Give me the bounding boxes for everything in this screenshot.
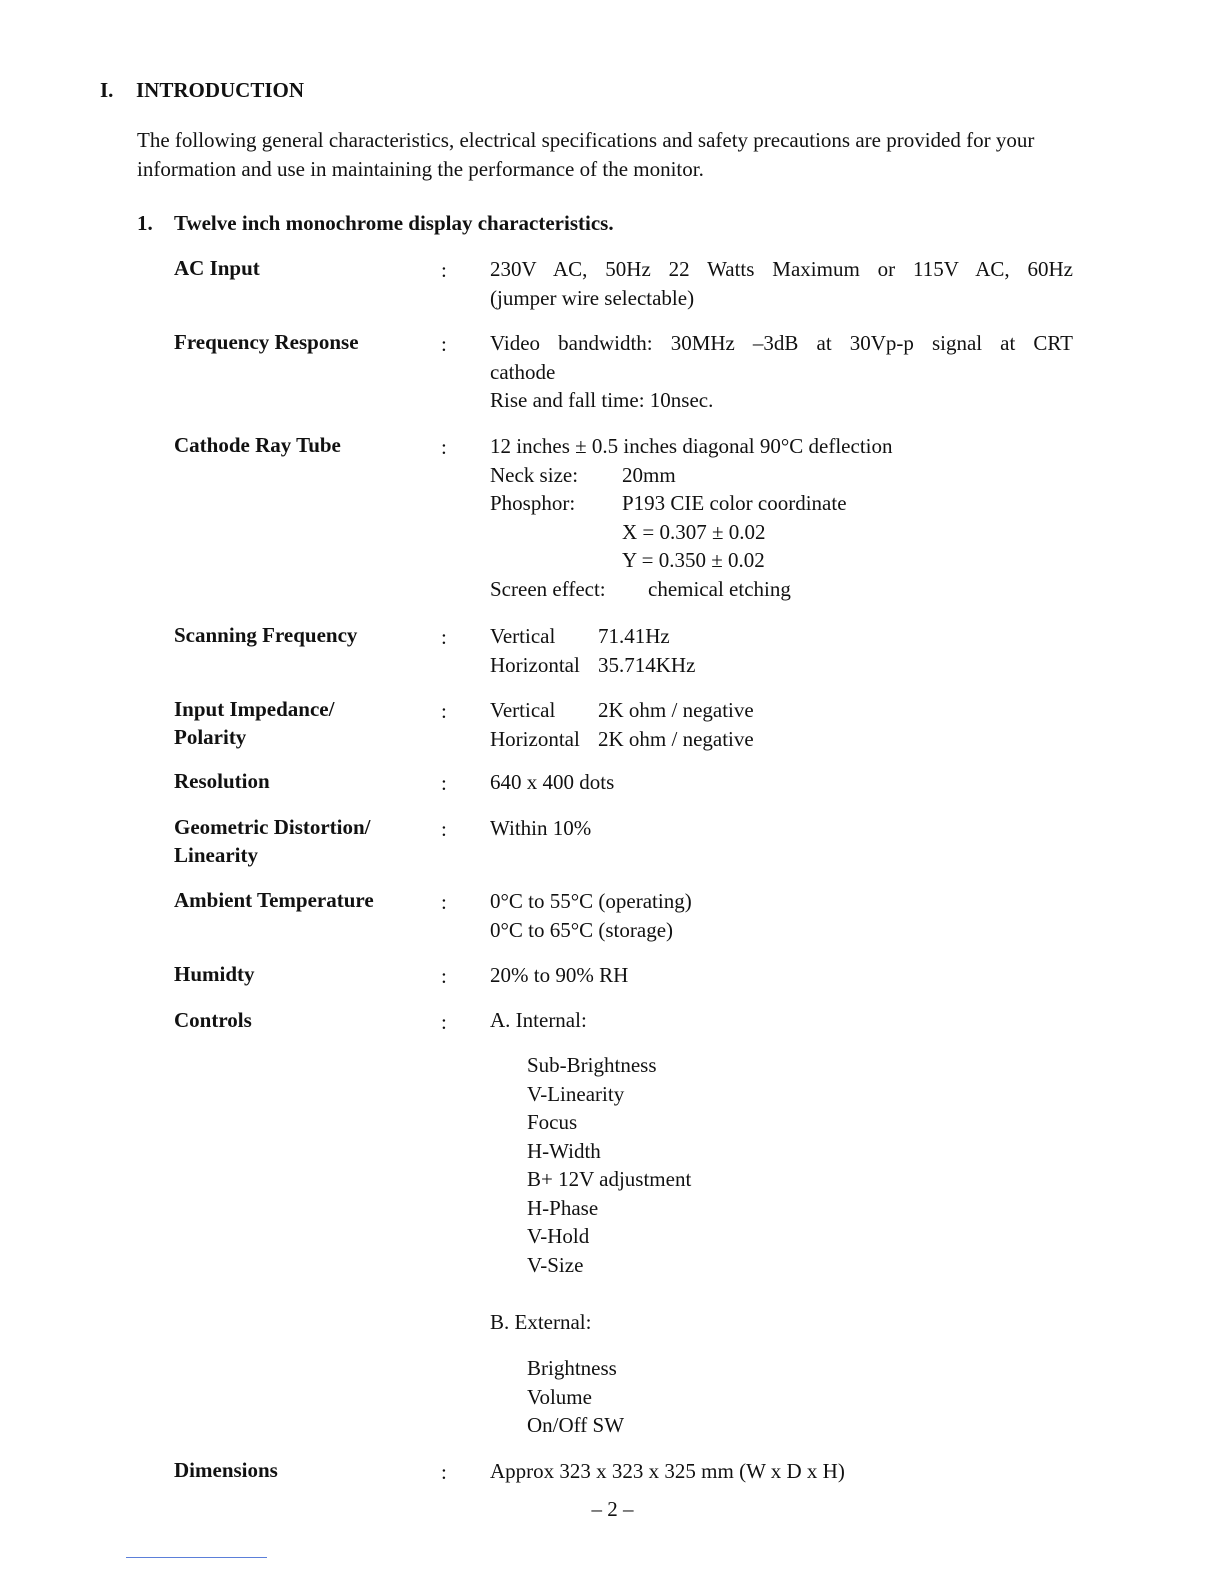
- geometric-distortion-label-line: Geometric Distortion/: [174, 815, 371, 839]
- scan-vertical-value: 71.41Hz: [598, 624, 670, 648]
- divider: [126, 1557, 267, 1558]
- phosphor-value: P193 CIE color coordinate: [622, 491, 847, 515]
- phosphor-y-coordinate: Y = 0.350 ± 0.02: [622, 548, 765, 572]
- controls-label: Controls: [174, 1008, 252, 1032]
- subsection-number: 1.: [137, 211, 153, 235]
- controls-external-heading: B. External:: [490, 1310, 592, 1334]
- ambient-temperature-value: [490, 887, 692, 944]
- list-item: V-Linearity: [527, 1081, 625, 1106]
- scan-horizontal-label: Horizontal: [490, 652, 580, 677]
- impedance-horizontal-value: 2K ohm / negative: [598, 726, 754, 751]
- controls-external-list: [527, 1354, 624, 1440]
- controls-internal-heading: A. Internal:: [490, 1008, 587, 1032]
- screen-effect-value: chemical etching: [648, 576, 791, 601]
- list-item: Focus: [527, 1110, 578, 1134]
- crt-neck-row: [490, 461, 893, 490]
- resolution-value: 640 x 400 dots: [490, 770, 615, 794]
- colon: :: [441, 771, 447, 795]
- impedance-vertical-value: 2K ohm / negative: [598, 698, 754, 722]
- frequency-response-value: [490, 329, 1073, 415]
- crt-value: [490, 432, 893, 603]
- geometric-distortion-value: Within 10%: [490, 816, 592, 840]
- phosphor-x-coordinate: X = 0.307 ± 0.02: [622, 519, 766, 544]
- scan-vertical-row: [490, 622, 695, 651]
- crt-label: Cathode Ray Tube: [174, 433, 341, 457]
- section-title: INTRODUCTION: [136, 78, 305, 102]
- humidity-value: 20% to 90% RH: [490, 963, 629, 987]
- temperature-storage: 0°C to 65°C (storage): [490, 917, 674, 942]
- frequency-response-label: Frequency Response: [174, 330, 359, 354]
- ambient-temperature-label: Ambient Temperature: [174, 888, 374, 912]
- impedance-vertical-label: Vertical: [490, 698, 556, 722]
- crt-diagonal: 12 inches ± 0.5 inches diagonal 90°C deflection: [490, 434, 893, 458]
- colon: :: [441, 435, 447, 459]
- dimensions-value: Approx 323 x 323 x 325 mm (W x D x H): [490, 1459, 845, 1483]
- crt-phosphor-row: [490, 489, 893, 518]
- list-item: Volume: [527, 1384, 592, 1409]
- colon: :: [441, 1460, 447, 1484]
- input-impedance-label: [174, 695, 334, 751]
- list-item: On/Off SW: [527, 1413, 625, 1437]
- frequency-response-line: Rise and fall time: 10nsec.: [490, 388, 714, 412]
- temperature-operating: 0°C to 55°C (operating): [490, 889, 692, 913]
- geometric-distortion-label: [174, 813, 371, 869]
- ac-input-label: AC Input: [174, 256, 260, 280]
- resolution-label: Resolution: [174, 769, 270, 793]
- impedance-horizontal-row: [490, 725, 754, 754]
- ac-input-line: (jumper wire selectable): [490, 285, 695, 310]
- list-item: B+ 12V adjustment: [527, 1167, 692, 1191]
- subsection-title: Twelve inch monochrome display characteristics.: [174, 211, 614, 235]
- humidity-label: Humidty: [174, 962, 255, 986]
- colon: :: [441, 332, 447, 356]
- page-number: – 2 –: [591, 1497, 634, 1521]
- scan-vertical-label: Vertical: [490, 624, 556, 648]
- section-heading: [100, 78, 304, 103]
- scan-horizontal-row: [490, 651, 695, 680]
- scanning-frequency-value: [490, 622, 695, 679]
- input-impedance-value: [490, 696, 754, 753]
- ac-input-value: [490, 255, 1073, 312]
- impedance-vertical-row: [490, 696, 754, 725]
- input-impedance-label-line: Input Impedance/: [174, 697, 335, 721]
- list-item: H-Phase: [527, 1195, 599, 1220]
- colon: :: [441, 890, 447, 914]
- scan-horizontal-value: 35.714KHz: [598, 652, 696, 677]
- colon: :: [441, 625, 447, 649]
- list-item: V-Size: [527, 1252, 584, 1277]
- screen-effect-label: Screen effect:: [490, 576, 606, 601]
- subsection-heading: [137, 211, 614, 236]
- neck-size-value: 20mm: [622, 462, 676, 487]
- neck-size-label: Neck size:: [490, 462, 579, 487]
- list-item: Brightness: [527, 1356, 617, 1380]
- input-impedance-label-line: Polarity: [174, 725, 247, 749]
- colon: :: [441, 1010, 447, 1034]
- controls-internal-list: [527, 1051, 691, 1279]
- scanning-frequency-label: Scanning Frequency: [174, 623, 358, 647]
- colon: :: [441, 699, 447, 723]
- list-item: H-Width: [527, 1138, 601, 1163]
- list-item: V-Hold: [527, 1224, 590, 1248]
- impedance-horizontal-label: Horizontal: [490, 726, 580, 751]
- list-item: Sub-Brightness: [527, 1053, 657, 1077]
- ac-input-line: 230V AC, 50Hz 22 Watts Maximum or 115V AC, 60Hz: [490, 257, 1073, 281]
- intro-paragraph: The following general characteristics, electrical specifications and safety precautions are provided for your information and use in maintaining the performance of the monitor.: [137, 128, 1035, 181]
- colon: :: [441, 817, 447, 841]
- dimensions-label: Dimensions: [174, 1458, 278, 1482]
- phosphor-label: Phosphor:: [490, 491, 576, 515]
- frequency-response-line: Video bandwidth: 30MHz –3dB at 30Vp-p signal at CRT: [490, 331, 1073, 355]
- colon: :: [441, 964, 447, 988]
- geometric-distortion-label-line: Linearity: [174, 843, 258, 867]
- crt-screen-row: [490, 575, 893, 604]
- colon: :: [441, 258, 447, 282]
- frequency-response-line: cathode: [490, 359, 556, 384]
- section-number: I.: [100, 78, 114, 102]
